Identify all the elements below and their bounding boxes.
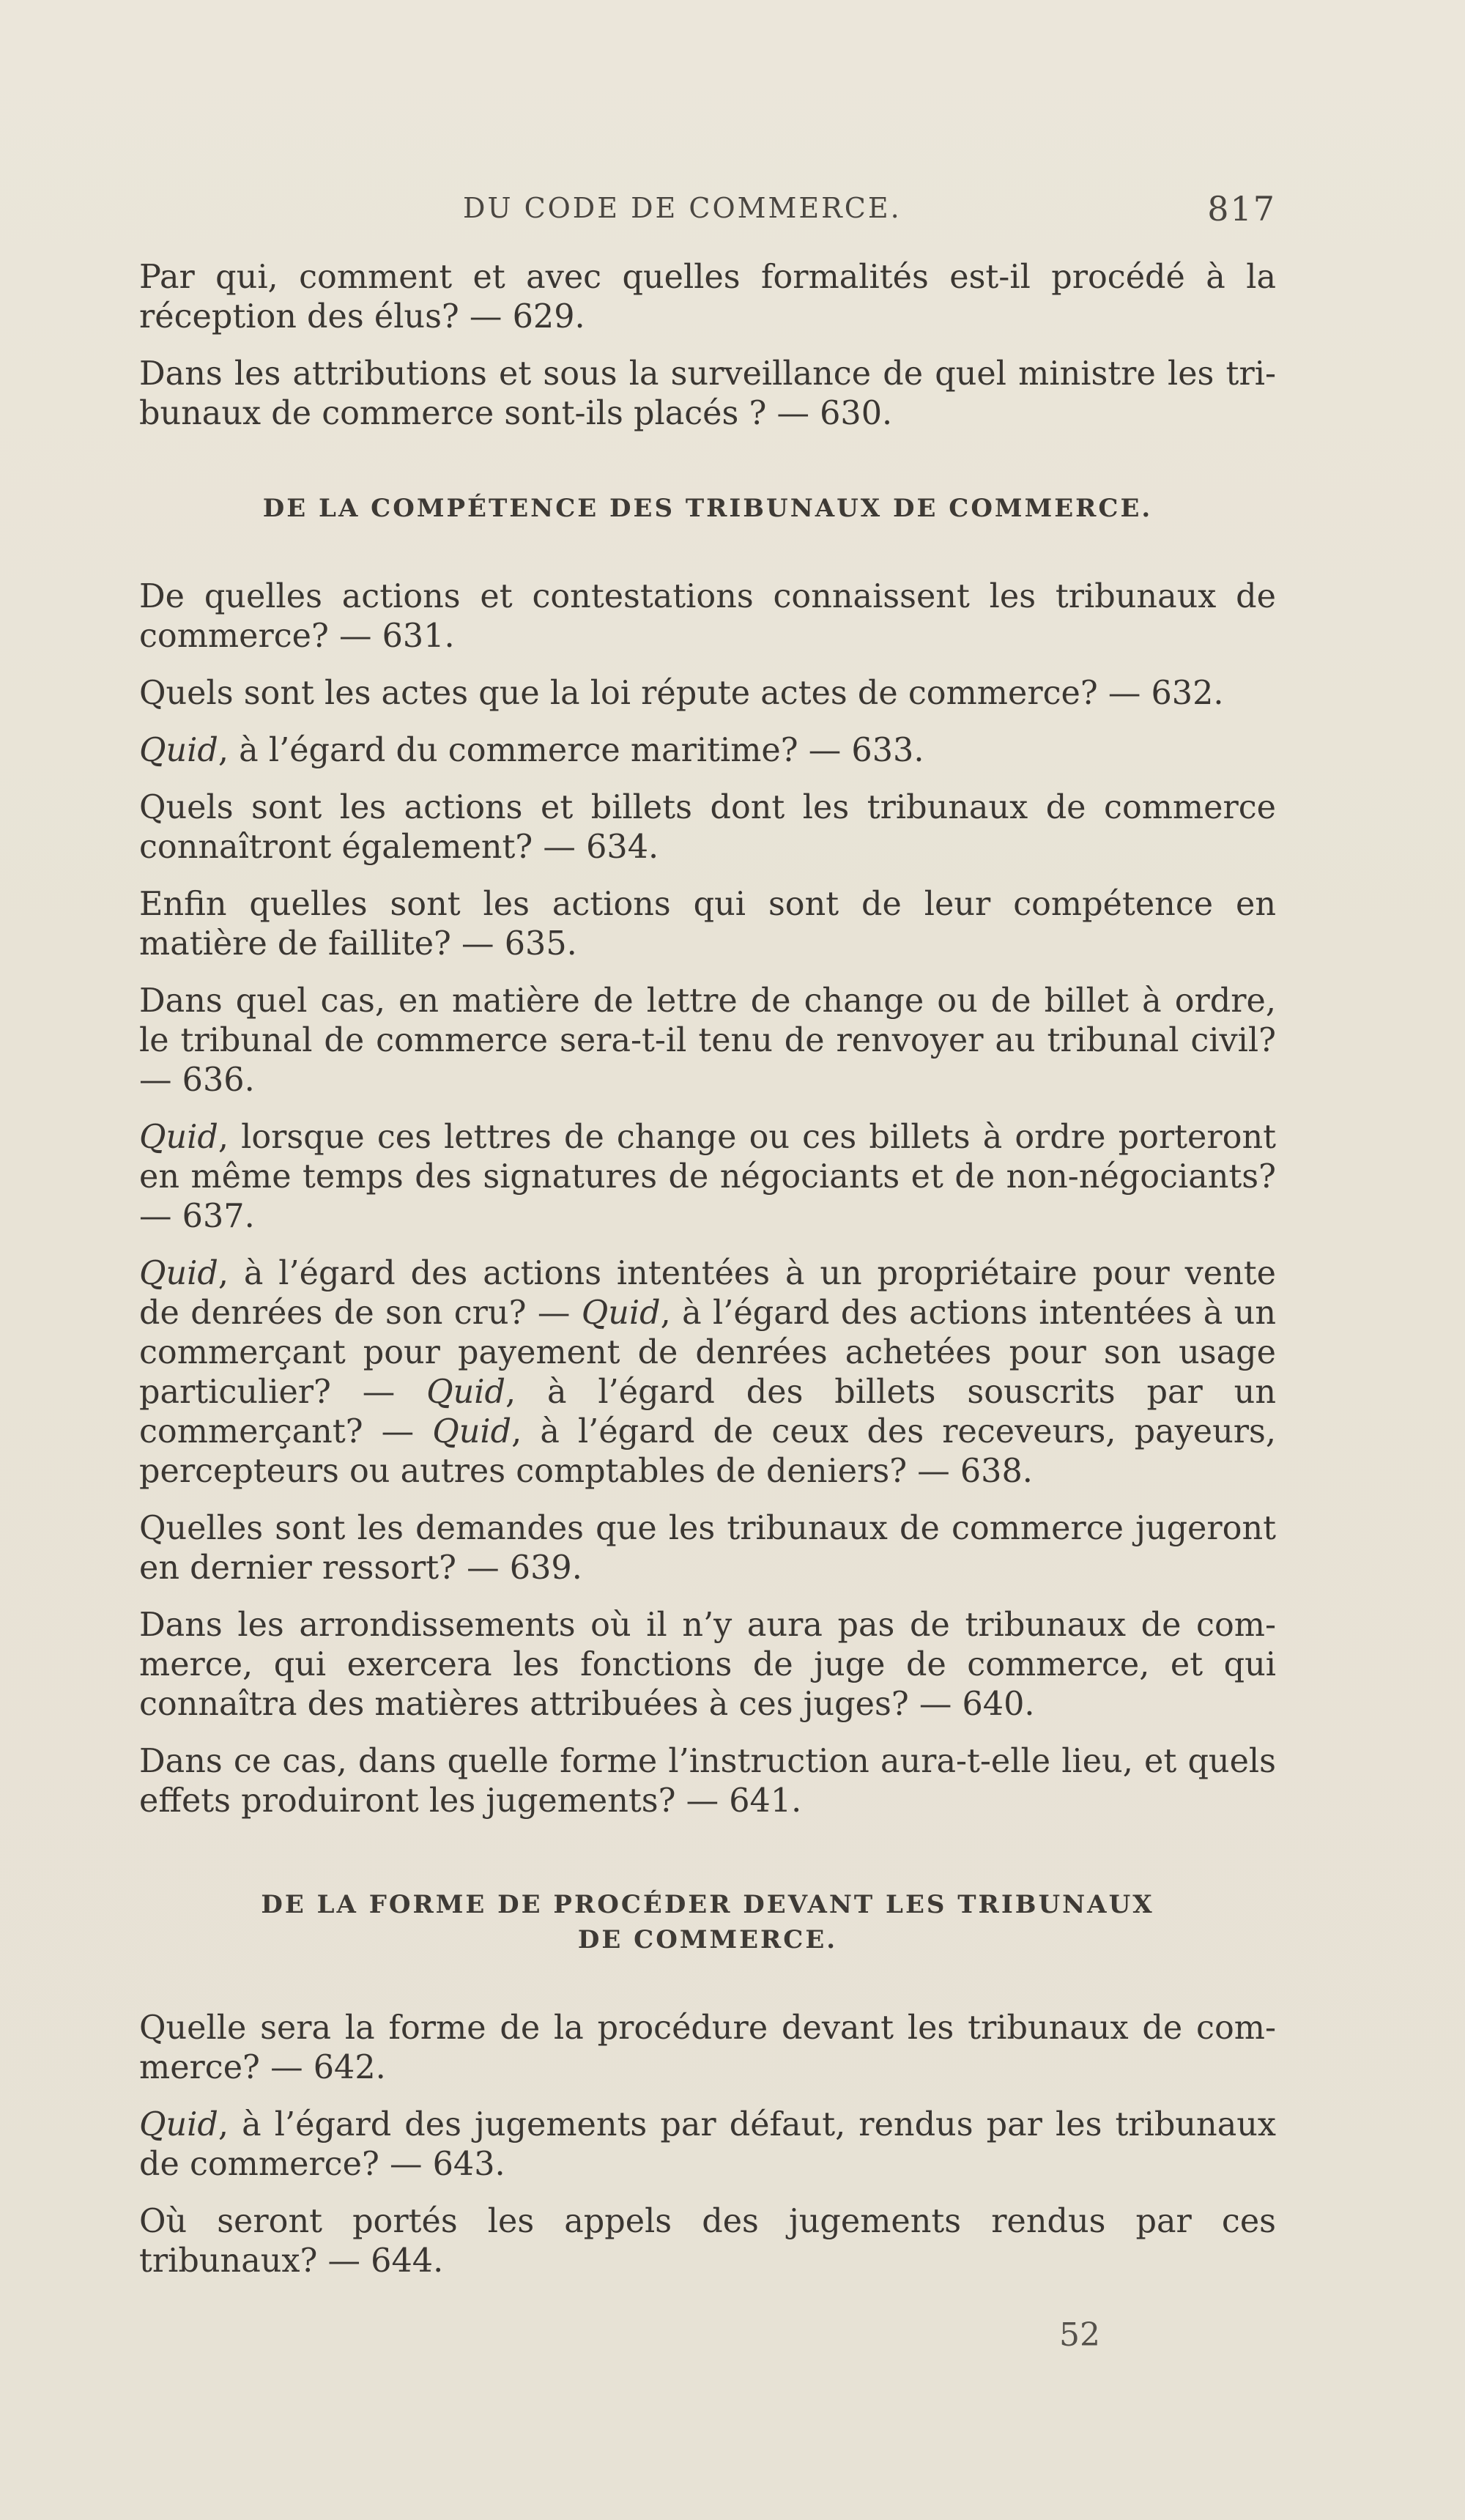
- question-644: Où seront portés les appels des jugements rendus par ces tribunaux? — 644.: [139, 2203, 1276, 2280]
- question-632: Quels sont les actes que la loi répute actes de commerce? — 632.: [139, 675, 1224, 712]
- quid-word: Quid: [432, 1413, 512, 1450]
- running-head-title: DU CODE DE COMMERCE.: [463, 192, 902, 224]
- question-636: Dans quel cas, en matière de lettre de change ou de billet à ordre, le tribunal de commerce sera-t-il tenu de renvoyer au tribunal civil? — 636.: [139, 982, 1276, 1099]
- question-642: Quelle sera la forme de la procédure devant les tribunaux de commerce? — 642.: [139, 2009, 1276, 2086]
- question-639: Quelles sont les demandes que les tribunaux de commerce jugeront en dernier ressort? — 639.: [139, 1510, 1276, 1587]
- question-638: Quid, à l’égard des actions intentées à un propriétaire pour vente de denrées de son cru? — Quid, à l’égard des actions intentées à un commerçant pour payement de denrées achetées pour son usage particulier? — Quid, à l’égard des billets souscrits par un commerçant? — Quid, à l’égard de ceux des receveurs, payeurs, percepteurs ou autres comptables de deniers? — 638.: [139, 1255, 1277, 1490]
- running-head: [463, 189, 1276, 236]
- quid-word: Quid: [139, 1119, 218, 1156]
- question-641: Dans ce cas, dans quelle forme l’instruction aura-t-elle lieu, et quels effets produiront les jugements? — 641.: [139, 1743, 1276, 1820]
- question-637: Quid, lorsque ces lettres de change ou ces billets à ordre porteront en même temps des signatures de négociants et de non-négociants? — 637.: [139, 1119, 1276, 1235]
- question-635: Enfin quelles sont les actions qui sont de leur compétence en matière de faillite? — 635.: [139, 886, 1276, 963]
- section-heading-line: DE COMMERCE.: [577, 1925, 838, 1954]
- question-643: Quid, à l’égard des jugements par défaut, rendus par les tribunaux de commerce? — 643.: [139, 2106, 1276, 2183]
- printer-signature-mark: 52: [1059, 2316, 1100, 2354]
- section-heading-line: DE LA FORME DE PROCÉDER DEVANT LES TRIBUNAUX: [261, 1890, 1154, 1919]
- quid-word: Quid: [139, 2106, 218, 2143]
- question-630: Dans les attributions et sous la surveillance de quel ministre les tribunaux de commerce sont-ils placés ? — 630.: [139, 355, 1276, 432]
- quid-word: Quid: [426, 1374, 506, 1411]
- question-633: Quid, à l’égard du commerce maritime? — 633.: [139, 732, 924, 769]
- page-number: 817: [1207, 189, 1276, 229]
- question-640: Dans les arrondissements où il n’y aura pas de tribunaux de commerce, qui exercera les fonctions de juge de commerce, et qui connaîtra des matières attribuées à ces juges? — 640.: [139, 1606, 1276, 1723]
- page-body: [139, 258, 1276, 2299]
- quid-word: Quid: [139, 1255, 218, 1292]
- question-629: Par qui, comment et avec quelles formalités est-il procédé à la réception des élus? — 629.: [139, 259, 1276, 336]
- quid-word: Quid: [581, 1294, 661, 1332]
- question-634: Quels sont les actions et billets dont les tribunaux de commerce connaîtront également? — 634.: [139, 789, 1276, 866]
- quid-word: Quid: [139, 732, 218, 769]
- question-631: De quelles actions et contestations connaissent les tribunaux de commerce? — 631.: [139, 578, 1276, 655]
- section-heading-competence: DE LA COMPÉTENCE DES TRIBUNAUX DE COMMERCE.: [262, 494, 1153, 523]
- section-heading-procedure: [139, 1887, 1276, 1957]
